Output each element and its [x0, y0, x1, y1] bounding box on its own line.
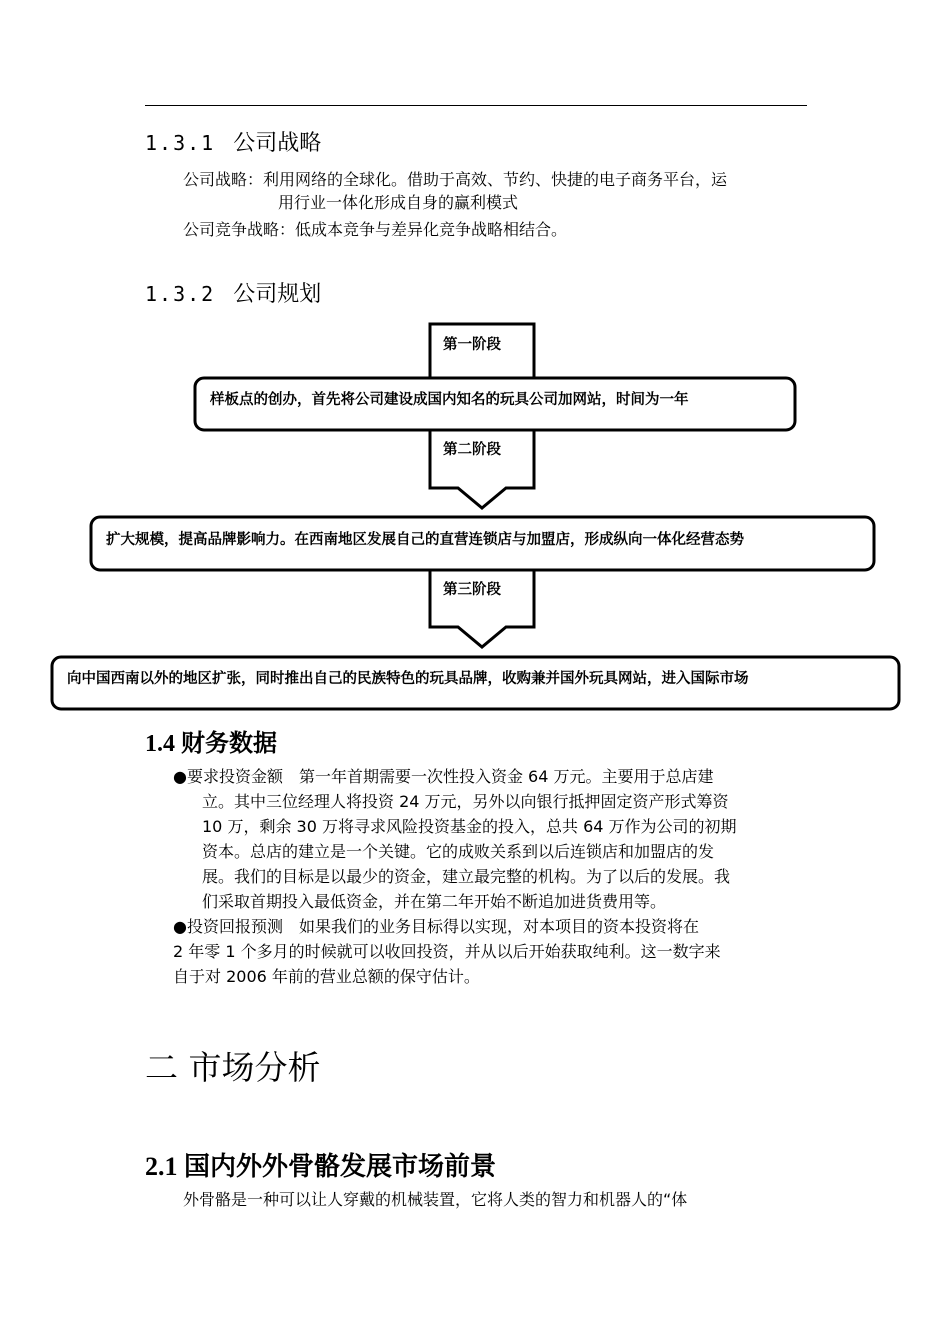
section-number: 1.3.1 — [145, 131, 216, 155]
section-heading-21: 2.1 国内外外骨骼发展市场前景 — [145, 1152, 497, 1181]
stage-1-content: 样板点的创办，首先将公司建设成国内知名的玩具公司加网站，时间为一年 — [210, 392, 689, 408]
bullet-line: ●投资回报预测 如果我们的业务目标得以实现，对本项目的资本投资将在 — [173, 917, 699, 936]
bullet-line: 资本。总店的建立是一个关键。它的成败关系到以后连锁店和加盟店的发 — [202, 842, 715, 861]
competition-strategy: 公司竞争战略：低成本竞争与差异化竞争战略相结合。 — [183, 220, 568, 239]
bullet-line: ●要求投资金额 第一年首期需要一次性投入资金 64 万元。主要用于总店建 — [173, 767, 714, 786]
strategy-line-1: 公司战略：利用网络的全球化。借助于高效、节约、快捷的电子商务平台，运 — [183, 170, 728, 189]
bullet-line: 10 万，剩余 30 万将寻求风险投资基金的投入，总共 64 万作为公司的初期 — [202, 817, 737, 836]
strategy-line-2: 用行业一体化形成自身的赢利模式 — [278, 193, 519, 212]
bullet-line: 立。其中三位经理人将投资 24 万元，另外以向银行抵押固定资产形式筹资 — [202, 792, 729, 811]
bullet-return — [173, 914, 813, 989]
section-heading-14: 1.4 财务数据 — [145, 731, 277, 757]
section-title: 公司规划 — [233, 282, 322, 307]
stage-1-label: 第一阶段 — [443, 337, 501, 353]
stage-2-label: 第二阶段 — [443, 442, 501, 458]
chapter-2-title: 二 市场分析 — [145, 1048, 321, 1087]
stage-3-content: 向中国西南以外的地区扩张，同时推出自己的民族特色的玩具品牌，收购兼并国外玩具网站，进入国际市场 — [67, 671, 749, 687]
section-title: 公司战略 — [233, 131, 322, 156]
bullet-line: 展。我们的目标是以最少的资金，建立最完整的机构。为了以后的发展。我 — [202, 867, 731, 886]
stage-3-label: 第三阶段 — [443, 582, 501, 598]
section-21-paragraph: 外骨骼是一种可以让人穿戴的机械装置，它将人类的智力和机器人的“体 — [183, 1190, 688, 1209]
bullet-line: 们采取首期投入最低资金，并在第二年开始不断追加进货费用等。 — [202, 892, 667, 911]
bullet-line: 自于对 2006 年前的营业总额的保守估计。 — [173, 967, 480, 986]
section-number: 1.3.2 — [145, 282, 216, 306]
stage-2-content: 扩大规模，提高品牌影响力。在西南地区发展自己的直营连锁店与加盟店，形成纵向一体化经营态势 — [106, 532, 744, 548]
bullet-investment — [173, 764, 813, 914]
bullet-line: 2 年零 1 个多月的时候就可以收回投资，并从以后开始获取纯利。这一数字来 — [173, 942, 721, 961]
